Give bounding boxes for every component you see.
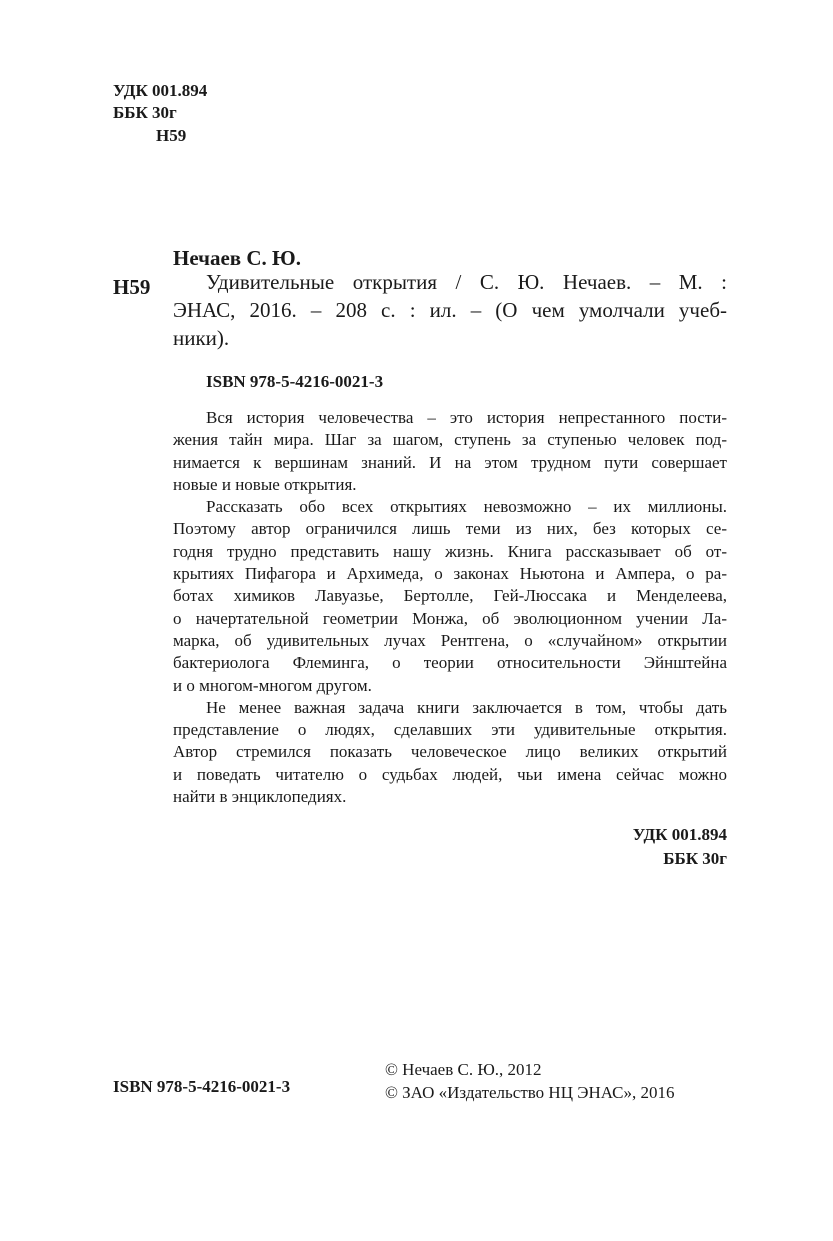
copyright-publisher: © ЗАО «Издательство НЦ ЭНАС», 2016	[385, 1083, 675, 1102]
bbk-code-top: ББК 30г	[113, 103, 177, 122]
isbn-bottom: ISBN 978-5-4216-0021-3	[113, 1077, 291, 1096]
udk-code-top: УДК 001.894	[113, 81, 208, 100]
author-name: Нечаев С. Ю.	[173, 246, 301, 270]
annotation-line: ботах химиков Лавуазье, Бертолле, Гей-Люссака и Менделеева,	[173, 586, 727, 606]
annotation-line: марка, об удивительных лучах Рентгена, о «случайном» открытии	[173, 630, 727, 650]
annotation	[173, 407, 727, 808]
classification-codes-bottom	[633, 823, 727, 871]
annotation-line: найти в энциклопедиях.	[173, 787, 347, 807]
annotation-line: бактериолога Флеминга, о теории относительности Эйнштейна	[173, 653, 727, 673]
citation	[173, 268, 727, 352]
citation-line: ники).	[173, 326, 230, 350]
citation-line: ЭНАС, 2016. – 208 с. : ил. – (О чем умолчали учеб-	[173, 298, 727, 322]
annotation-line: о начертательной геометрии Монжа, об эволюционном учении Ла-	[173, 608, 727, 628]
annotation-line: Поэтому автор ограничился лишь теми из них, без которых се-	[173, 519, 727, 539]
author-mark-top: Н59	[156, 126, 187, 145]
isbn-top: ISBN 978-5-4216-0021-3	[206, 372, 384, 391]
annotation-line: новые и новые открытия.	[173, 474, 357, 494]
annotation-line: жения тайн мира. Шаг за шагом, ступень за ступенью человек под-	[173, 430, 727, 450]
annotation-line: Автор стремился показать человеческое лицо великих открытий	[173, 742, 727, 762]
annotation-line: годня трудно представить нашу жизнь. Книга рассказывает об от-	[173, 541, 727, 561]
annotation-line: Вся история человечества – это история непрестанного пости-	[206, 408, 727, 427]
copyright-block	[385, 1058, 675, 1104]
bbk-code-bottom: ББК 30г	[663, 849, 727, 868]
copyright-author: © Нечаев С. Ю., 2012	[385, 1060, 542, 1079]
annotation-line: крытиях Пифагора и Архимеда, о законах Ньютона и Ампера, о ра-	[173, 564, 727, 584]
annotation-line: и о многом-многом другом.	[173, 675, 372, 695]
annotation-line: Рассказать обо всех открытиях невозможно – их миллионы.	[206, 497, 727, 517]
annotation-line: и поведать читателю о судьбах людей, чьи имена сейчас можно	[173, 764, 727, 784]
udk-code-bottom: УДК 001.894	[632, 825, 727, 844]
annotation-line: нимается к вершинам знаний. И на этом трудном пути совершает	[173, 452, 727, 472]
author-mark: Н59	[113, 275, 151, 299]
citation-line: Удивительные открытия / С. Ю. Нечаев. – М. :	[206, 270, 727, 294]
annotation-line: представление о людях, сделавших эти удивительные открытия.	[173, 720, 727, 740]
annotation-line: Не менее важная задача книги заключается в том, чтобы дать	[206, 697, 727, 717]
